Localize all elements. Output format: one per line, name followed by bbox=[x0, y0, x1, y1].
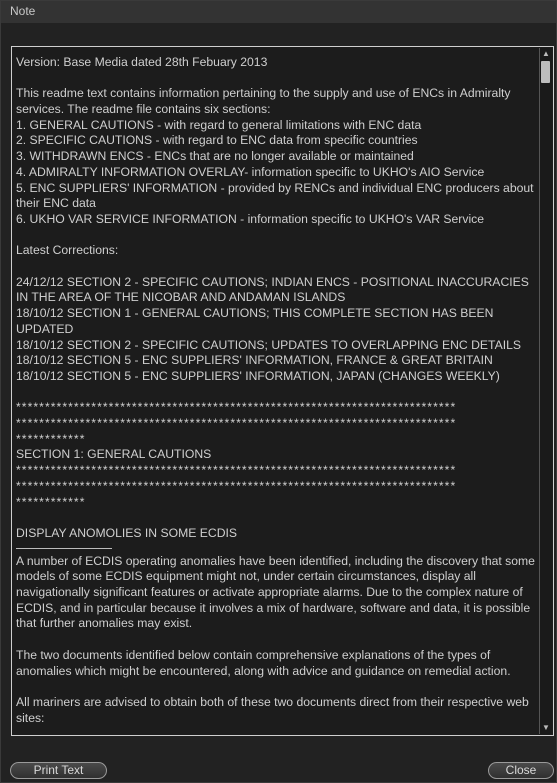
scroll-down-arrow-icon[interactable]: ▼ bbox=[542, 723, 550, 732]
close-button[interactable]: Close bbox=[488, 762, 554, 779]
separator-stars-short: ************ bbox=[16, 431, 86, 446]
latest-corrections-heading: Latest Corrections: bbox=[16, 243, 119, 258]
correction-item: 18/10/12 SECTION 1 - GENERAL CAUTIONS; THIS COMPLETE SECTION HAS BEEN UPDATED bbox=[16, 306, 494, 336]
heading-underline bbox=[16, 548, 112, 549]
window-title: Note bbox=[10, 4, 36, 18]
title-bar[interactable] bbox=[1, 1, 556, 23]
section-list-item: 3. WITHDRAWN ENCS - ENCs that are no longer available or maintained bbox=[16, 149, 414, 164]
correction-item: 24/12/12 SECTION 2 - SPECIFIC CAUTIONS; INDIAN ENCS - POSITIONAL INACCURACIES IN THE AREA OF THE NICOBAR AND ANDAMAN ISLANDS bbox=[16, 274, 529, 305]
paragraph: All mariners are advised to obtain both of these two documents direct from their respective web sites: bbox=[16, 694, 529, 725]
scrollbar-thumb[interactable] bbox=[541, 61, 550, 83]
display-anomalies-heading: DISPLAY ANOMOLIES IN SOME ECDIS bbox=[16, 525, 238, 540]
version-line: Version: Base Media dated 28th Febuary 2013 bbox=[16, 55, 268, 69]
section-list-item: 5. ENC SUPPLIERS' INFORMATION - provided by RENCs and individual ENC producers about their ENC data bbox=[16, 180, 534, 211]
section-list-item: 1. GENERAL CAUTIONS - with regard to general limitations with ENC data bbox=[16, 117, 422, 132]
intro-text: This readme text contains information pertaining to the supply and use of ENCs in Admiralty services. The readme file contains six sections: bbox=[16, 86, 511, 117]
section-list-item: 6. UKHO VAR SERVICE INFORMATION - information specific to UKHO's VAR Service bbox=[16, 212, 485, 226]
section-list-item: 4. ADMIRALTY INFORMATION OVERLAY- information specific to UKHO's AIO Service bbox=[16, 164, 485, 179]
paragraph: A number of ECDIS operating anomalies have been identified, including the discovery that some models of some ECDIS equipment might not, under certain circumstances, display all navigationally significant features or activate appropriate alarms. Due to the complex nature of ECDIS, and in particular because it involves a mix of hardware, software and data, it is possible that further anomalies may exist. bbox=[16, 553, 535, 631]
correction-item: 18/10/12 SECTION 5 - ENC SUPPLIERS' INFORMATION, FRANCE & GREAT BRITAIN bbox=[16, 353, 493, 368]
correction-item: 18/10/12 SECTION 5 - ENC SUPPLIERS' INFORMATION, JAPAN (CHANGES WEEKLY) bbox=[16, 368, 500, 383]
scroll-up-arrow-icon[interactable]: ▲ bbox=[542, 49, 550, 58]
separator-stars: **************************************************************************** bbox=[16, 478, 457, 493]
separator-stars: **************************************************************************** bbox=[16, 463, 457, 478]
section1-heading: SECTION 1: GENERAL CAUTIONS bbox=[16, 447, 212, 462]
correction-item: 18/10/12 SECTION 2 - SPECIFIC CAUTIONS; UPDATES TO OVERLAPPING ENC DETAILS bbox=[16, 337, 522, 352]
print-text-button[interactable]: Print Text bbox=[10, 762, 107, 779]
paragraph: The two documents identified below contain comprehensive explanations of the types of anomalies which might be encountered, along with advice and guidance on remedial action. bbox=[16, 647, 511, 678]
vertical-scrollbar[interactable] bbox=[539, 48, 552, 734]
readme-text-panel[interactable] bbox=[11, 46, 554, 736]
readme-content bbox=[16, 55, 539, 731]
section-list-item: 2. SPECIFIC CAUTIONS - with regard to ENC data from specific countries bbox=[16, 133, 418, 148]
separator-stars: **************************************************************************** bbox=[16, 416, 457, 431]
separator-stars: **************************************************************************** bbox=[16, 400, 457, 415]
separator-stars-short: ************ bbox=[16, 494, 86, 509]
